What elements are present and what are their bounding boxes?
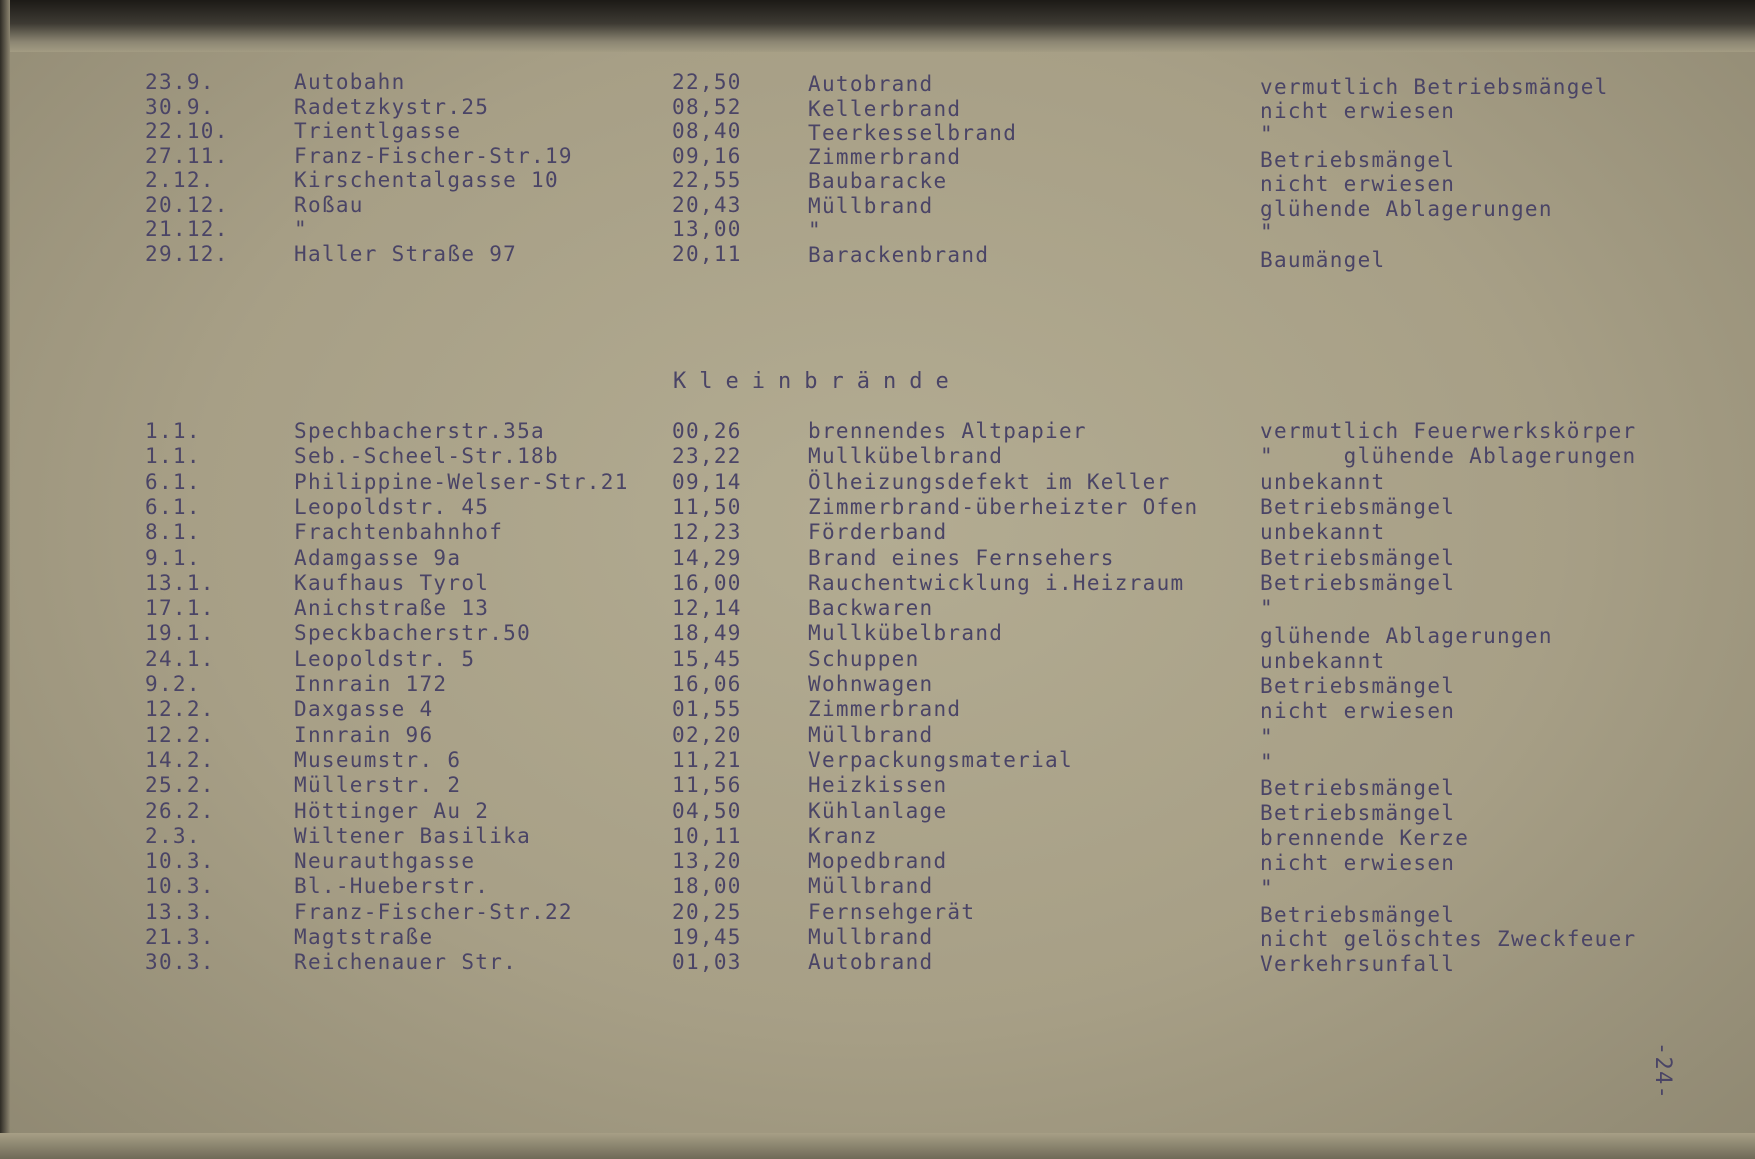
table-row xyxy=(0,168,1755,196)
row-date: 2.3. xyxy=(145,823,201,848)
row-time: 20,11 xyxy=(672,241,742,266)
table-row xyxy=(0,192,1755,221)
row-time: 09,16 xyxy=(672,143,742,168)
row-cause: nicht erwiesen xyxy=(1260,699,1456,724)
row-date: 25.2. xyxy=(145,773,215,798)
row-date: 14.2. xyxy=(145,747,215,772)
row-date: 1.1. xyxy=(145,444,201,469)
row-location: Autobahn xyxy=(294,70,406,94)
row-cause: Betriebsmängel xyxy=(1260,674,1456,698)
row-fire-type: Mullkübelbrand xyxy=(808,444,1004,469)
row-cause: Betriebsmängel xyxy=(1260,800,1456,825)
table-row xyxy=(0,470,1755,495)
row-cause: Betriebsmängel xyxy=(1260,570,1456,595)
row-cause: unbekannt xyxy=(1260,520,1386,545)
row-time: 08,52 xyxy=(672,94,742,119)
table-row xyxy=(0,119,1755,144)
row-time: 04,50 xyxy=(672,798,742,823)
row-location: Daxgasse 4 xyxy=(294,697,434,722)
row-location: Magtstraße xyxy=(294,925,434,949)
row-fire-type: Kellerbrand xyxy=(808,96,962,121)
row-fire-type: Zimmerbrand xyxy=(808,697,962,722)
page-bottom-edge xyxy=(0,1133,1755,1159)
table-row xyxy=(0,70,1755,99)
table-row xyxy=(0,950,1755,975)
section-heading: Kleinbrände xyxy=(673,369,962,394)
row-cause: nicht erwiesen xyxy=(1260,98,1456,123)
row-fire-type: Kranz xyxy=(808,823,878,848)
table-row xyxy=(0,495,1755,520)
row-time: 15,45 xyxy=(672,646,742,671)
row-fire-type: Müllbrand xyxy=(808,722,934,747)
row-cause: Betriebsmängel xyxy=(1260,494,1456,519)
row-date: 10.3. xyxy=(145,849,215,874)
row-date: 12.2. xyxy=(145,697,215,722)
row-fire-type: Mopedbrand xyxy=(808,849,948,874)
table-row xyxy=(0,697,1755,722)
row-time: 10,11 xyxy=(672,823,742,848)
row-fire-type: Autobrand xyxy=(808,72,934,96)
row-cause: Betriebsmängel xyxy=(1260,776,1456,801)
row-cause: " xyxy=(1260,749,1274,774)
row-date: 30.3. xyxy=(145,950,215,975)
row-date: 23.9. xyxy=(145,70,215,94)
row-fire-type: Ölheizungsdefekt im Keller xyxy=(808,469,1171,494)
row-location: Müllerstr. 2 xyxy=(294,773,462,798)
row-time: 18,49 xyxy=(672,621,742,646)
fire-table-top xyxy=(0,70,1755,310)
row-location: Franz-Fischer-Str.19 xyxy=(294,143,573,168)
row-location: Haller Straße 97 xyxy=(294,241,518,266)
row-date: 29.12. xyxy=(145,241,229,266)
row-fire-type: Kühlanlage xyxy=(808,798,948,823)
row-fire-type: Brand eines Fernsehers xyxy=(808,545,1115,570)
row-time: 02,20 xyxy=(672,722,742,747)
row-cause: unbekannt xyxy=(1260,648,1386,673)
row-date: 20.12. xyxy=(145,192,229,217)
table-row xyxy=(0,799,1755,824)
table-row xyxy=(0,419,1755,444)
table-row xyxy=(0,672,1755,697)
row-location: Spechbacherstr.35a xyxy=(294,419,545,443)
row-date: 2.12. xyxy=(145,168,215,192)
row-fire-type: Verpackungsmaterial xyxy=(808,747,1073,772)
row-cause: " xyxy=(1260,220,1274,244)
row-time: 01,55 xyxy=(672,697,742,722)
row-location: Speckbacherstr.50 xyxy=(294,621,532,646)
table-row xyxy=(0,546,1755,571)
row-time: 01,03 xyxy=(672,950,742,975)
row-time: 12,23 xyxy=(672,520,742,545)
table-row xyxy=(0,571,1755,596)
row-location: Innrain 96 xyxy=(294,722,434,747)
row-location: Adamgasse 9a xyxy=(294,545,462,570)
row-cause: vermutlich Feuerwerkskörper xyxy=(1260,419,1637,443)
table-row xyxy=(0,824,1755,849)
row-cause: " xyxy=(1260,596,1274,621)
row-date: 1.1. xyxy=(145,419,201,443)
row-cause: nicht erwiesen xyxy=(1260,172,1456,196)
table-row xyxy=(0,143,1755,172)
row-time: 08,40 xyxy=(672,119,742,143)
row-date: 19.1. xyxy=(145,621,215,646)
row-time: 13,00 xyxy=(672,217,742,241)
row-date: 27.11. xyxy=(145,143,229,168)
row-fire-type: Förderband xyxy=(808,520,948,545)
row-cause: vermutlich Betriebsmängel xyxy=(1260,75,1609,99)
row-location: Frachtenbahnhof xyxy=(294,520,504,545)
table-row xyxy=(0,748,1755,773)
row-fire-type: Teerkesselbrand xyxy=(808,121,1018,145)
row-location: Kirschentalgasse 10 xyxy=(294,168,559,192)
row-cause: Baumängel xyxy=(1260,247,1386,272)
row-date: 9.1. xyxy=(145,545,201,570)
table-row xyxy=(0,925,1755,950)
row-cause: glühende Ablagerungen xyxy=(1260,196,1553,221)
row-cause: " glühende Ablagerungen xyxy=(1260,444,1637,469)
table-row xyxy=(0,520,1755,545)
row-cause: Betriebsmängel xyxy=(1260,147,1456,172)
row-location: Leopoldstr. 5 xyxy=(294,646,476,671)
row-location: Wiltener Basilika xyxy=(294,823,532,848)
row-fire-type: Backwaren xyxy=(808,596,934,621)
row-fire-type: Barackenbrand xyxy=(808,242,990,267)
row-date: 9.2. xyxy=(145,672,201,696)
row-fire-type: Mullkübelbrand xyxy=(808,621,1004,646)
row-time: 16,00 xyxy=(672,570,742,595)
row-date: 6.1. xyxy=(145,469,201,494)
page-curl-shadow xyxy=(0,0,1755,52)
row-location: Radetzkystr.25 xyxy=(294,94,490,119)
table-row xyxy=(0,723,1755,748)
row-date: 30.9. xyxy=(145,94,215,119)
row-fire-type: Müllbrand xyxy=(808,193,934,218)
row-fire-type: Müllbrand xyxy=(808,874,934,899)
row-date: 12.2. xyxy=(145,722,215,747)
row-cause: glühende Ablagerungen xyxy=(1260,624,1553,649)
table-row xyxy=(0,621,1755,649)
row-date: 8.1. xyxy=(145,520,201,545)
row-location: Bl.-Hueberstr. xyxy=(294,874,490,899)
row-time: 18,00 xyxy=(672,874,742,899)
row-time: 11,21 xyxy=(672,747,742,772)
row-fire-type: Baubaracke xyxy=(808,169,948,193)
row-location: Museumstr. 6 xyxy=(294,747,462,772)
row-time: 19,45 xyxy=(672,925,742,949)
table-row xyxy=(0,849,1755,874)
row-location: Roßau xyxy=(294,192,364,217)
row-location: Franz-Fischer-Str.22 xyxy=(294,899,573,924)
row-time: 11,50 xyxy=(672,494,742,519)
page-number: -24- xyxy=(1650,1041,1676,1101)
row-date: 17.1. xyxy=(145,596,215,621)
row-time: 22,55 xyxy=(672,168,742,192)
row-time: 16,06 xyxy=(672,672,742,696)
row-location: Seb.-Scheel-Str.18b xyxy=(294,444,559,469)
row-fire-type: " xyxy=(808,218,822,242)
row-cause: Betriebsmängel xyxy=(1260,545,1456,570)
row-date: 21.3. xyxy=(145,925,215,949)
row-fire-type: Zimmerbrand xyxy=(808,144,962,169)
row-location: " xyxy=(294,217,308,241)
row-date: 24.1. xyxy=(145,646,215,671)
row-cause: nicht erwiesen xyxy=(1260,851,1456,876)
row-location: Innrain 172 xyxy=(294,672,448,696)
row-time: 09,14 xyxy=(672,469,742,494)
row-location: Trientlgasse xyxy=(294,119,462,143)
table-row xyxy=(0,596,1755,621)
row-date: 10.3. xyxy=(145,874,215,899)
row-cause: Verkehrsunfall xyxy=(1260,952,1456,977)
row-location: Leopoldstr. 45 xyxy=(294,494,490,519)
row-fire-type: Mullbrand xyxy=(808,925,934,949)
table-row xyxy=(0,874,1755,899)
row-time: 12,14 xyxy=(672,596,742,621)
fire-table-bottom xyxy=(0,419,1755,995)
row-time: 14,29 xyxy=(672,545,742,570)
row-fire-type: Zimmerbrand-überheizter Ofen xyxy=(808,494,1199,519)
table-row xyxy=(0,773,1755,801)
row-time: 11,56 xyxy=(672,773,742,798)
row-cause: brennende Kerze xyxy=(1260,825,1470,850)
row-location: Reichenauer Str. xyxy=(294,950,518,975)
row-location: Anichstraße 13 xyxy=(294,596,490,621)
table-row xyxy=(0,647,1755,672)
row-date: 13.3. xyxy=(145,899,215,924)
row-location: Kaufhaus Tyrol xyxy=(294,570,490,595)
row-cause: nicht gelöschtes Zweckfeuer xyxy=(1260,927,1637,951)
row-location: Höttinger Au 2 xyxy=(294,798,490,823)
row-date: 13.1. xyxy=(145,570,215,595)
row-fire-type: Fernsehgerät xyxy=(808,899,976,924)
row-date: 21.12. xyxy=(145,217,229,241)
table-row xyxy=(0,217,1755,242)
row-date: 26.2. xyxy=(145,798,215,823)
row-location: Neurauthgasse xyxy=(294,849,476,874)
table-row xyxy=(0,900,1755,925)
row-time: 20,43 xyxy=(672,192,742,217)
row-time: 13,20 xyxy=(672,849,742,874)
row-time: 00,26 xyxy=(672,419,742,443)
row-date: 22.10. xyxy=(145,119,229,143)
row-date: 6.1. xyxy=(145,494,201,519)
row-time: 22,50 xyxy=(672,70,742,94)
row-cause: " xyxy=(1260,724,1274,749)
row-fire-type: brennendes Altpapier xyxy=(808,419,1087,443)
row-location: Philippine-Welser-Str.21 xyxy=(294,469,629,494)
table-row xyxy=(0,444,1755,469)
row-time: 23,22 xyxy=(672,444,742,469)
row-cause: Betriebsmängel xyxy=(1260,902,1456,927)
table-row xyxy=(0,94,1755,123)
row-fire-type: Autobrand xyxy=(808,950,934,975)
table-row xyxy=(0,241,1755,272)
row-time: 20,25 xyxy=(672,899,742,924)
row-fire-type: Rauchentwicklung i.Heizraum xyxy=(808,570,1185,595)
row-fire-type: Wohnwagen xyxy=(808,672,934,696)
row-cause: unbekannt xyxy=(1260,469,1386,494)
row-fire-type: Schuppen xyxy=(808,646,920,671)
row-fire-type: Heizkissen xyxy=(808,773,948,798)
row-cause: " xyxy=(1260,876,1274,901)
row-cause: " xyxy=(1260,122,1274,146)
